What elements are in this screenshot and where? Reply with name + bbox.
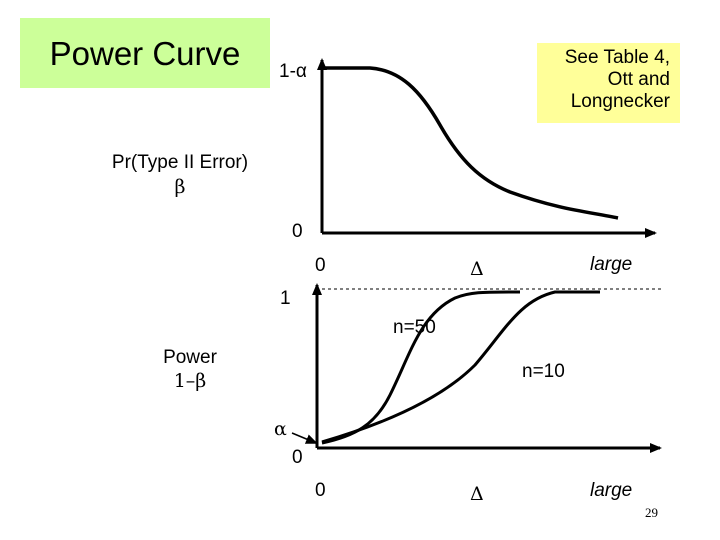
top-x-delta-label: Δ: [470, 258, 484, 280]
bottom-x-delta-label: Δ: [470, 483, 484, 505]
type-two-error-curve: [322, 68, 618, 218]
reference-note: See Table 4, Ott and Longnecker: [537, 43, 680, 123]
n10-curve-label: n=10: [522, 361, 565, 382]
power-curve-n50: [322, 292, 520, 443]
one-minus-beta-symbol: 1–β: [173, 370, 207, 392]
top-y-max-label: 1-α: [279, 61, 307, 82]
top-y-axis-label-line1: Pr(Type II Error): [111, 152, 249, 173]
top-plot: [322, 60, 655, 233]
bottom-y-axis-label: [140, 348, 240, 391]
top-x-large-label: large: [590, 254, 633, 275]
page-title: Power Curve: [49, 34, 241, 72]
n50-curve-label: n=50: [393, 317, 436, 338]
top-y-axis-label: [70, 153, 290, 197]
bottom-plot: [292, 285, 662, 448]
top-x-zero-label: 0: [315, 255, 326, 276]
bottom-x-large-label: large: [590, 480, 633, 501]
alpha-label: α: [274, 418, 287, 440]
bottom-y-axis-label-line1: Power: [163, 347, 217, 368]
bottom-x-zero-label: 0: [315, 480, 326, 501]
bottom-y-one-label: 1: [280, 288, 291, 309]
bottom-y-zero-label: 0: [292, 447, 303, 468]
beta-symbol: β: [174, 176, 186, 198]
page-number: 29: [645, 505, 658, 520]
alpha-pointer-arrow: [292, 433, 316, 443]
top-y-zero-label: 0: [292, 221, 303, 242]
